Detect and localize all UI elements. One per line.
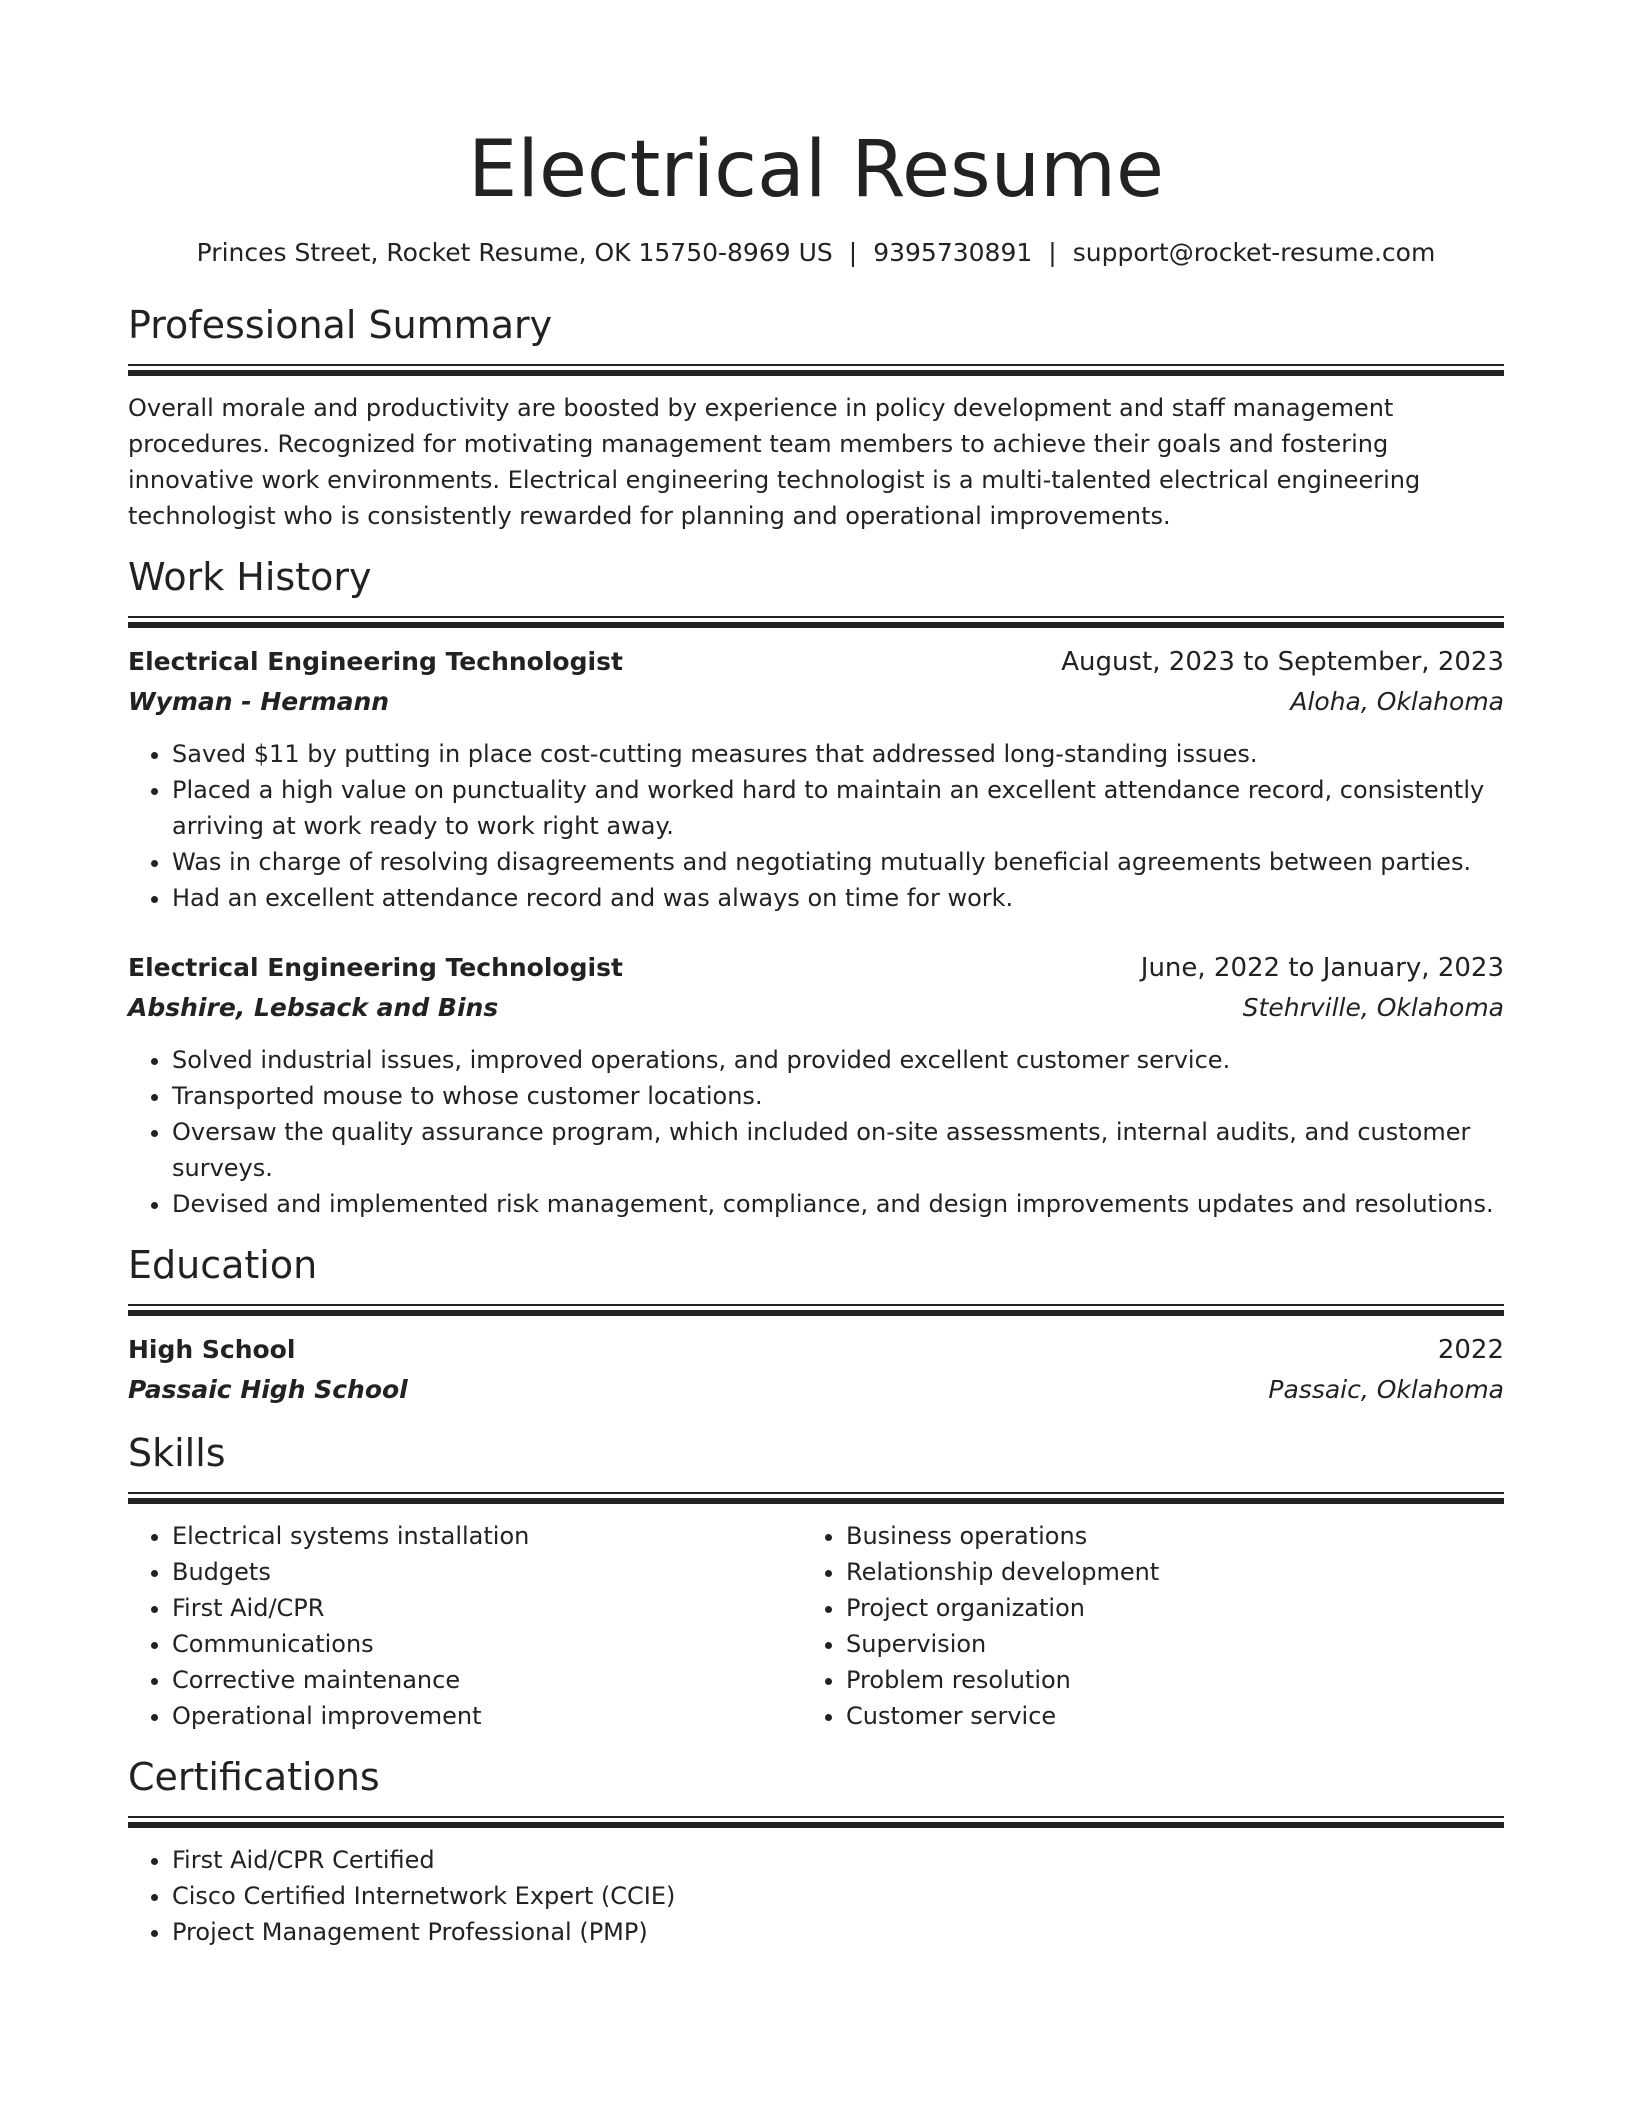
summary-section bbox=[128, 300, 1504, 534]
list-item: • Cisco Certified Internetwork Expert (CCIE) bbox=[172, 1878, 1504, 1914]
contact-separator: | bbox=[848, 238, 858, 267]
section-title-summary: Professional Summary bbox=[128, 303, 553, 347]
job-bullets bbox=[128, 736, 1504, 916]
job-location: Aloha, Oklahoma bbox=[1290, 687, 1504, 716]
job-dates: June, 2022 to January, 2023 bbox=[1140, 953, 1504, 983]
list-item: • Corrective maintenance bbox=[172, 1662, 802, 1698]
education-school: Passaic High School bbox=[128, 1375, 408, 1404]
section-divider bbox=[128, 1304, 1504, 1316]
job-title: Electrical Engineering Technologist bbox=[128, 953, 623, 982]
job-company-row bbox=[128, 682, 1504, 722]
job-dates: August, 2023 to September, 2023 bbox=[1061, 647, 1504, 677]
list-item: • Communications bbox=[172, 1626, 802, 1662]
job-company: Abshire, Lebsack and Bins bbox=[128, 993, 499, 1022]
list-item: • Supervision bbox=[846, 1626, 1486, 1662]
list-item: • Electrical systems installation bbox=[172, 1518, 802, 1554]
job-location: Stehrville, Oklahoma bbox=[1242, 993, 1504, 1022]
list-item: • Problem resolution bbox=[846, 1662, 1486, 1698]
list-item: • Transported mouse to whose customer locations. bbox=[172, 1078, 1504, 1114]
skills-columns bbox=[128, 1518, 1504, 1734]
summary-text: Overall morale and productivity are boosted by experience in policy development and staff management procedures. Recognized for motivating management team members to achieve their goals and fostering innovative work environments. Electrical engineering technologist is a multi-talented electrical engineering technologist who is consistently rewarded for planning and operational improvements. bbox=[128, 394, 1421, 530]
list-item: • Had an excellent attendance record and was always on time for work. bbox=[172, 880, 1504, 916]
section-divider bbox=[128, 616, 1504, 628]
skills-section bbox=[128, 1428, 1504, 1734]
job-header-row bbox=[128, 948, 1504, 988]
job-title: Electrical Engineering Technologist bbox=[128, 647, 623, 676]
list-item: • Relationship development bbox=[846, 1554, 1486, 1590]
list-item: • Project organization bbox=[846, 1590, 1486, 1626]
section-divider bbox=[128, 364, 1504, 376]
list-item: • Customer service bbox=[846, 1698, 1486, 1734]
list-item: • Project Management Professional (PMP) bbox=[172, 1914, 1504, 1950]
contact-email: support@rocket-resume.com bbox=[1072, 238, 1436, 267]
education-year: 2022 bbox=[1437, 1335, 1504, 1365]
certifications-section bbox=[128, 1752, 1504, 1950]
list-item: • Business operations bbox=[846, 1518, 1486, 1554]
contact-address: Princes Street, Rocket Resume, OK 15750-8969 US bbox=[196, 238, 833, 267]
section-divider bbox=[128, 1816, 1504, 1828]
education-location: Passaic, Oklahoma bbox=[1268, 1375, 1504, 1404]
job-entry bbox=[128, 642, 1504, 916]
resume-name: Electrical Resume bbox=[467, 125, 1165, 215]
education-section bbox=[128, 1240, 1504, 1410]
skills-list-right bbox=[802, 1518, 1486, 1734]
list-item: • Devised and implemented risk management, compliance, and design improvements updates and resolutions. bbox=[172, 1186, 1504, 1222]
list-item: • Oversaw the quality assurance program, which included on-site assessments, internal audits, and customer surveys. bbox=[172, 1114, 1504, 1186]
list-item: • Was in charge of resolving disagreements and negotiating mutually beneficial agreements between parties. bbox=[172, 844, 1504, 880]
list-item: • Operational improvement bbox=[172, 1698, 802, 1734]
contact-line bbox=[128, 236, 1504, 270]
certifications-list bbox=[128, 1842, 1504, 1950]
section-title-certifications: Certifications bbox=[128, 1755, 380, 1799]
list-item: • Budgets bbox=[172, 1554, 802, 1590]
list-item: • Saved $11 by putting in place cost-cutting measures that addressed long-standing issues. bbox=[172, 736, 1504, 772]
contact-separator: | bbox=[1048, 238, 1057, 267]
job-header-row bbox=[128, 642, 1504, 682]
job-company-row bbox=[128, 988, 1504, 1028]
education-school-row bbox=[128, 1370, 1504, 1410]
section-title-work-history: Work History bbox=[128, 555, 372, 599]
education-degree: High School bbox=[128, 1335, 296, 1364]
section-divider bbox=[128, 1492, 1504, 1504]
section-title-skills: Skills bbox=[128, 1431, 226, 1475]
list-item: • Solved industrial issues, improved operations, and provided excellent customer service. bbox=[172, 1042, 1504, 1078]
education-entry bbox=[128, 1330, 1504, 1410]
skills-list-left bbox=[128, 1518, 802, 1734]
job-entry bbox=[128, 948, 1504, 1222]
work-history-section bbox=[128, 552, 1504, 1222]
resume-page bbox=[128, 0, 1504, 1950]
job-bullets bbox=[128, 1042, 1504, 1222]
section-title-education: Education bbox=[128, 1243, 318, 1287]
job-company: Wyman - Hermann bbox=[128, 687, 390, 716]
list-item: • First Aid/CPR bbox=[172, 1590, 802, 1626]
list-item: • Placed a high value on punctuality and worked hard to maintain an excellent attendance record, consistently arriving at work ready to work right away. bbox=[172, 772, 1504, 844]
contact-phone: 9395730891 bbox=[873, 238, 1033, 267]
list-item: • First Aid/CPR Certified bbox=[172, 1842, 1504, 1878]
education-header-row bbox=[128, 1330, 1504, 1370]
